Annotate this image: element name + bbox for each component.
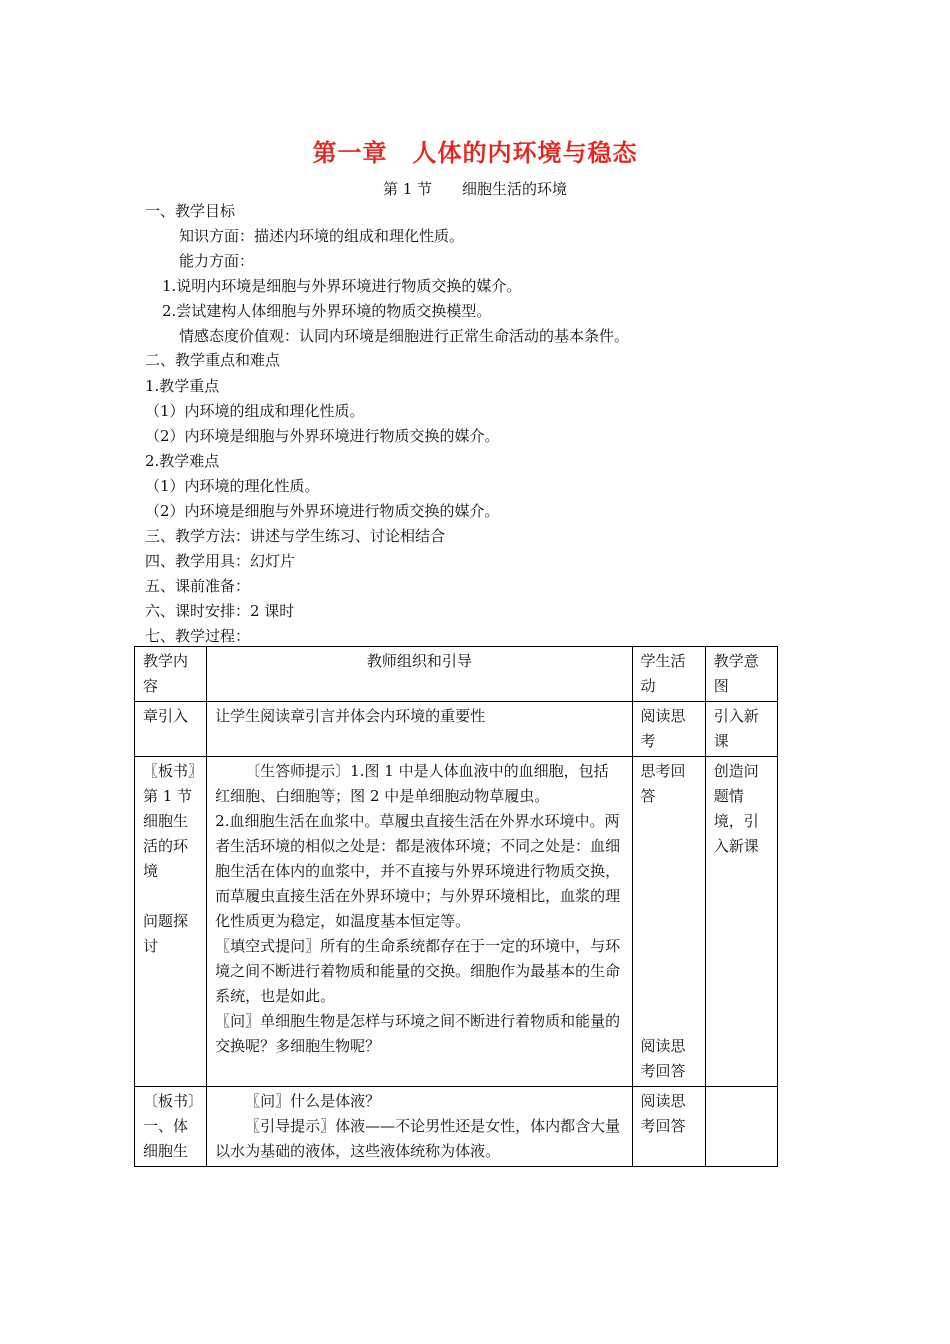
- row2-teacher-p3: 〖填空式提问〗所有的生命系统都存在于一定的环境中，与环境之间不断进行着物质和能量的交换。细胞作为最基本的生命系统，也是如此。: [215, 937, 621, 1005]
- key-point-2: （2）内环境是细胞与外界环境进行物质交换的媒介。: [145, 427, 500, 445]
- row3-content: 〔板书〕一、体细胞生: [135, 1087, 207, 1167]
- heading-key-points: 二、教学重点和难点: [145, 351, 281, 369]
- row2-intent: 创造问题情境，引入新课: [705, 757, 777, 1087]
- key-points-label: 1.教学重点: [145, 377, 220, 395]
- table-row: [135, 702, 778, 757]
- row2-student-b: 阅读思考回答: [640, 1037, 686, 1080]
- row3-intent: [705, 1087, 777, 1167]
- header-teacher: 教师组织和引导: [207, 647, 632, 702]
- row2-teacher-p1: 〔生答师提示〕1.图 1 中是人体血液中的血细胞，包括红细胞、白细胞等；图 2 中是单细胞动物草履虫。: [215, 762, 609, 805]
- teaching-process-table: [134, 646, 778, 1167]
- objective-ability-label: 能力方面：: [179, 252, 255, 270]
- chapter-title: 第一章 人体的内环境与稳态: [312, 138, 638, 167]
- objective-attitude: 情感态度价值观：认同内环境是细胞进行正常生命活动的基本条件。: [179, 327, 630, 345]
- row1-intent: 引入新课: [705, 702, 777, 757]
- row1-teacher: 让学生阅读章引言并体会内环境的重要性: [207, 702, 632, 757]
- difficult-point-1: （1）内环境的理化性质。: [145, 477, 320, 495]
- header-content: 教学内容: [135, 647, 207, 702]
- heading-process: 七、教学过程：: [145, 627, 251, 645]
- header-student: 学生活动: [632, 647, 705, 702]
- heading-schedule: 六、课时安排：2 课时: [145, 602, 295, 620]
- row2-content-cell: [135, 757, 207, 1087]
- row3-teacher-cell: [207, 1087, 632, 1167]
- key-point-1: （1）内环境的组成和理化性质。: [145, 402, 365, 420]
- difficult-point-2: （2）内环境是细胞与外界环境进行物质交换的媒介。: [145, 502, 500, 520]
- objective-ability-1: 1.说明内环境是细胞与外界环境进行物质交换的媒介。: [162, 277, 522, 295]
- heading-objectives: 一、教学目标: [145, 202, 236, 220]
- row2-student-a: 思考回答: [640, 762, 686, 805]
- table-row: [135, 757, 778, 1087]
- row1-content: 章引入: [135, 702, 207, 757]
- heading-preparation: 五、课前准备：: [145, 577, 251, 595]
- row1-student: 阅读思考: [632, 702, 705, 757]
- row3-teacher-p2: 〖引导提示〗体液——不论男性还是女性，体内都含大量以水为基础的液体，这些液体统称为体液。: [215, 1117, 621, 1160]
- row3-teacher-p1: 〖问〗什么是体液？: [245, 1092, 381, 1110]
- heading-tools: 四、教学用具：幻灯片: [145, 552, 296, 570]
- table-row: [135, 1087, 778, 1167]
- row2-student-cell: [632, 757, 705, 1087]
- heading-methods: 三、教学方法：讲述与学生练习、讨论相结合: [145, 527, 446, 545]
- header-intent: 教学意图: [705, 647, 777, 702]
- row2-content-board: 〖板书〗第 1 节 细胞生活的环境: [143, 762, 196, 880]
- table-header-row: [135, 647, 778, 702]
- row2-teacher-p4: 〖问〗单细胞生物是怎样与环境之间不断进行着物质和能量的交换呢？多细胞生物呢？: [215, 1012, 621, 1055]
- row2-teacher-cell: [207, 757, 632, 1087]
- row2-content-question: 问题探讨: [143, 912, 189, 955]
- row3-student: 阅读思考回答: [632, 1087, 705, 1167]
- objective-knowledge: 知识方面：描述内环境的组成和理化性质。: [179, 227, 465, 245]
- difficult-points-label: 2.教学难点: [145, 452, 220, 470]
- row2-teacher-p2: 2.血细胞生活在血浆中。草履虫直接生活在外界水环境中。两者生活环境的相似之处是：都是液体环境；不同之处是：血细胞生活在体内的血浆中，并不直接与外界环境进行物质交换，而草履虫直接生活在外界环境中；与外界环境相比，血浆的理化性质更为稳定，如温度基本恒定等。: [215, 812, 621, 930]
- section-title: 第 1 节 细胞生活的环境: [382, 180, 568, 198]
- objective-ability-2: 2.尝试建构人体细胞与外界环境的物质交换模型。: [162, 302, 492, 320]
